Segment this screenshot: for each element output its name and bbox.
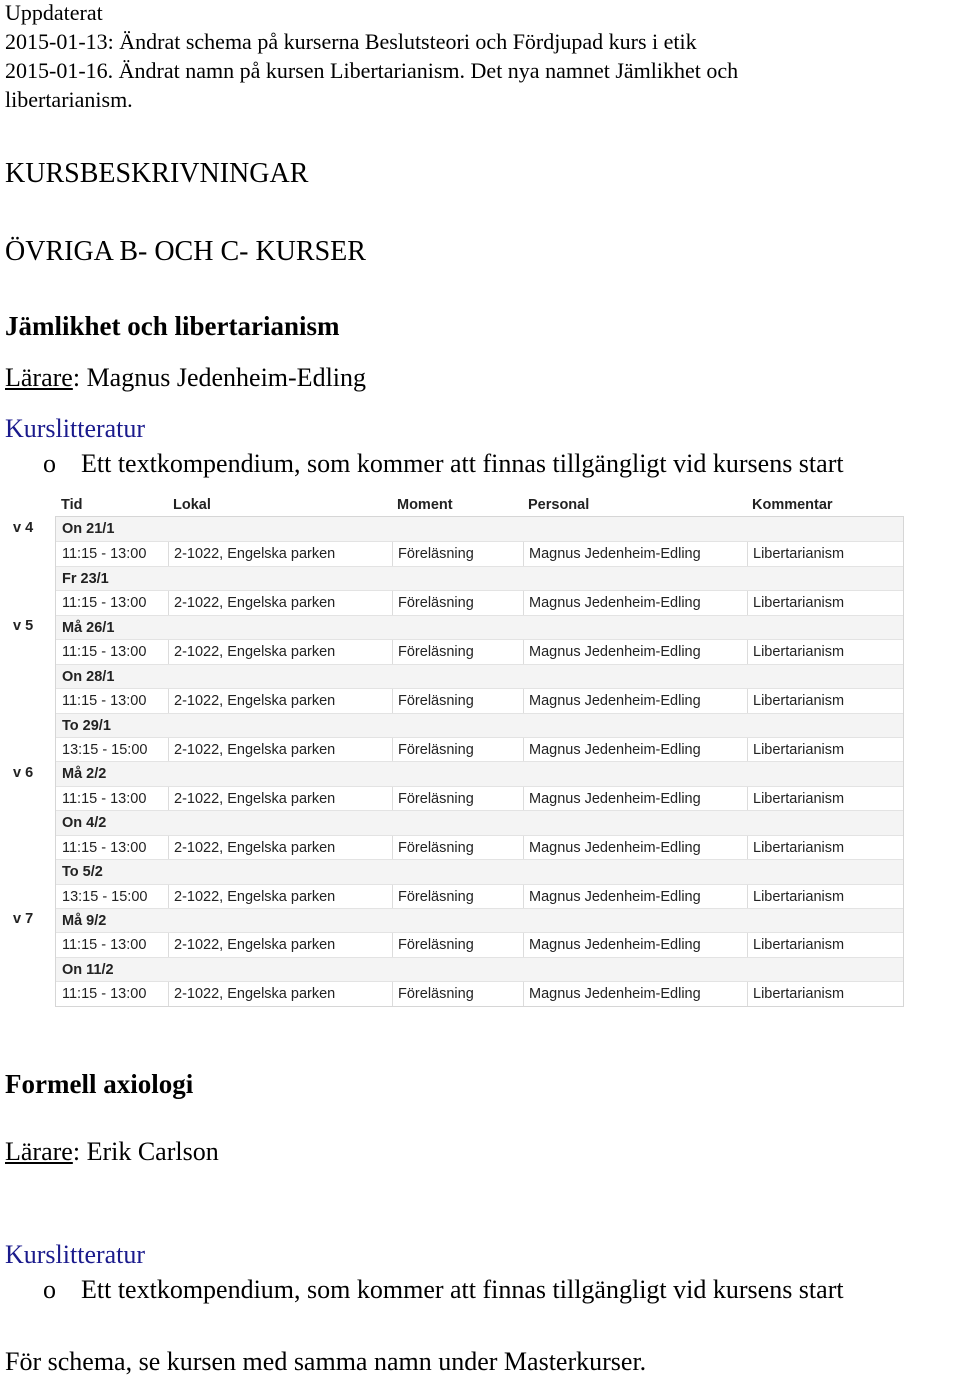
column-divider bbox=[392, 689, 393, 712]
date-cell: Må 26/1 bbox=[62, 619, 115, 636]
personal-cell: Magnus Jedenheim-Edling bbox=[529, 644, 701, 661]
personal-cell: Magnus Jedenheim-Edling bbox=[529, 546, 701, 563]
schedule-event-row bbox=[56, 932, 903, 956]
personal-cell: Magnus Jedenheim-Edling bbox=[529, 595, 701, 612]
column-divider bbox=[523, 836, 524, 859]
schedule-date-row bbox=[56, 761, 903, 785]
column-divider bbox=[747, 836, 748, 859]
kommentar-cell: Libertarianism bbox=[753, 986, 845, 1003]
date-cell: To 29/1 bbox=[62, 717, 111, 734]
teacher-label: Lärare bbox=[5, 1137, 73, 1166]
lokal-cell: 2-1022, Engelska parken bbox=[174, 693, 336, 710]
update-entry-2-cont: libertarianism. bbox=[5, 87, 133, 112]
literature-item-2 bbox=[43, 1274, 844, 1306]
teacher-line-2 bbox=[5, 1136, 219, 1168]
personal-cell: Magnus Jedenheim-Edling bbox=[529, 790, 701, 807]
schedule-date-row bbox=[56, 859, 903, 883]
lokal-cell: 2-1022, Engelska parken bbox=[174, 888, 336, 905]
column-divider bbox=[168, 689, 169, 712]
schedule-date-row bbox=[56, 713, 903, 737]
week-label: v 4 bbox=[13, 520, 34, 536]
schedule-event-row bbox=[56, 835, 903, 859]
column-divider bbox=[392, 836, 393, 859]
date-cell: On 4/2 bbox=[62, 815, 107, 832]
literature-heading-2: Kurslitteratur bbox=[5, 1240, 146, 1269]
literature-heading-1: Kurslitteratur bbox=[5, 414, 146, 443]
date-cell: To 5/2 bbox=[62, 864, 103, 881]
schedule-body bbox=[55, 516, 904, 1007]
schedule-event-row bbox=[56, 541, 903, 565]
teacher-separator: : bbox=[72, 1137, 87, 1166]
column-divider bbox=[747, 542, 748, 565]
column-divider bbox=[392, 885, 393, 908]
moment-cell: Föreläsning bbox=[398, 644, 474, 661]
schedule-event-row bbox=[56, 786, 903, 810]
lokal-cell: 2-1022, Engelska parken bbox=[174, 839, 336, 856]
kommentar-cell: Libertarianism bbox=[753, 644, 845, 661]
kommentar-cell: Libertarianism bbox=[753, 546, 845, 563]
teacher-line-1 bbox=[5, 362, 366, 394]
tid-cell: 13:15 - 15:00 bbox=[62, 741, 148, 758]
column-divider bbox=[168, 787, 169, 810]
schedule-date-row bbox=[56, 957, 903, 981]
kommentar-cell: Libertarianism bbox=[753, 790, 845, 807]
moment-cell: Föreläsning bbox=[398, 595, 474, 612]
lokal-cell: 2-1022, Engelska parken bbox=[174, 546, 336, 563]
col-header-tid: Tid bbox=[61, 497, 83, 513]
column-divider bbox=[168, 885, 169, 908]
week-label: v 7 bbox=[13, 911, 34, 928]
personal-cell: Magnus Jedenheim-Edling bbox=[529, 693, 701, 710]
tid-cell: 11:15 - 13:00 bbox=[62, 595, 147, 612]
personal-cell: Magnus Jedenheim-Edling bbox=[529, 986, 701, 1003]
update-entry-2: 2015-01-16. Ändrat namn på kursen Libertarianism. Det nya namnet Jämlikhet och bbox=[5, 58, 739, 83]
column-divider bbox=[392, 542, 393, 565]
literature-item-1 bbox=[43, 448, 844, 480]
column-divider bbox=[747, 738, 748, 761]
kommentar-cell: Libertarianism bbox=[753, 888, 845, 905]
column-divider bbox=[747, 787, 748, 810]
page-title: KURSBESKRIVNINGAR bbox=[5, 158, 309, 189]
lokal-cell: 2-1022, Engelska parken bbox=[174, 986, 336, 1003]
column-divider bbox=[523, 982, 524, 1005]
schedule-date-row bbox=[56, 566, 903, 590]
personal-cell: Magnus Jedenheim-Edling bbox=[529, 839, 701, 856]
lokal-cell: 2-1022, Engelska parken bbox=[174, 937, 336, 954]
lokal-cell: 2-1022, Engelska parken bbox=[174, 741, 336, 758]
tid-cell: 11:15 - 13:00 bbox=[62, 693, 147, 710]
column-divider bbox=[523, 738, 524, 761]
column-divider bbox=[523, 542, 524, 565]
column-divider bbox=[523, 640, 524, 663]
schedule-date-row bbox=[56, 810, 903, 834]
date-cell: Fr 23/1 bbox=[62, 570, 109, 587]
bullet-marker: o bbox=[43, 1275, 56, 1304]
tid-cell: 11:15 - 13:00 bbox=[62, 546, 147, 563]
moment-cell: Föreläsning bbox=[398, 937, 474, 954]
tid-cell: 11:15 - 13:00 bbox=[62, 986, 147, 1003]
schedule-event-row bbox=[56, 981, 903, 1005]
moment-cell: Föreläsning bbox=[398, 888, 474, 905]
column-divider bbox=[747, 640, 748, 663]
col-header-lokal: Lokal bbox=[173, 497, 211, 513]
literature-text: Ett textkompendium, som kommer att finnas tillgängligt vid kursens start bbox=[81, 449, 844, 478]
column-divider bbox=[523, 689, 524, 712]
kommentar-cell: Libertarianism bbox=[753, 937, 845, 954]
kommentar-cell: Libertarianism bbox=[753, 741, 845, 758]
schedule-date-row bbox=[56, 517, 903, 541]
schedule-header bbox=[0, 492, 910, 518]
column-divider bbox=[168, 836, 169, 859]
column-divider bbox=[392, 738, 393, 761]
col-header-kommentar: Kommentar bbox=[752, 497, 833, 513]
column-divider bbox=[392, 787, 393, 810]
col-header-moment: Moment bbox=[397, 497, 453, 513]
personal-cell: Magnus Jedenheim-Edling bbox=[529, 888, 701, 905]
moment-cell: Föreläsning bbox=[398, 741, 474, 758]
column-divider bbox=[168, 933, 169, 956]
lokal-cell: 2-1022, Engelska parken bbox=[174, 644, 336, 661]
moment-cell: Föreläsning bbox=[398, 839, 474, 856]
schedule-event-row bbox=[56, 737, 903, 761]
col-header-personal: Personal bbox=[528, 497, 590, 513]
kommentar-cell: Libertarianism bbox=[753, 693, 845, 710]
date-cell: On 21/1 bbox=[62, 521, 115, 537]
schedule-date-row bbox=[56, 615, 903, 639]
section-title: ÖVRIGA B- OCH C- KURSER bbox=[5, 236, 366, 267]
schedule-event-row bbox=[56, 884, 903, 908]
lokal-cell: 2-1022, Engelska parken bbox=[174, 790, 336, 807]
tid-cell: 11:15 - 13:00 bbox=[62, 644, 147, 661]
column-divider bbox=[168, 640, 169, 663]
column-divider bbox=[392, 982, 393, 1005]
column-divider bbox=[392, 591, 393, 614]
update-entry-1: 2015-01-13: Ändrat schema på kurserna Beslutsteori och Fördjupad kurs i etik bbox=[5, 29, 697, 54]
column-divider bbox=[392, 640, 393, 663]
schedule-date-row bbox=[56, 664, 903, 688]
moment-cell: Föreläsning bbox=[398, 693, 474, 710]
schedule-event-row bbox=[56, 639, 903, 663]
tid-cell: 11:15 - 13:00 bbox=[62, 790, 147, 807]
moment-cell: Föreläsning bbox=[398, 986, 474, 1003]
course-title-2: Formell axiologi bbox=[5, 1069, 194, 1099]
teacher-label: Lärare bbox=[5, 363, 73, 392]
column-divider bbox=[523, 885, 524, 908]
course-title-1: Jämlikhet och libertarianism bbox=[5, 311, 340, 341]
tid-cell: 11:15 - 13:00 bbox=[62, 937, 147, 954]
date-cell: On 28/1 bbox=[62, 668, 115, 685]
column-divider bbox=[168, 542, 169, 565]
schedule-event-row bbox=[56, 688, 903, 712]
week-label: v 5 bbox=[13, 617, 34, 634]
moment-cell: Föreläsning bbox=[398, 546, 474, 563]
update-label: Uppdaterat bbox=[5, 0, 103, 25]
column-divider bbox=[523, 787, 524, 810]
kommentar-cell: Libertarianism bbox=[753, 595, 845, 612]
column-divider bbox=[747, 982, 748, 1005]
schedule-event-row bbox=[56, 590, 903, 614]
personal-cell: Magnus Jedenheim-Edling bbox=[529, 937, 701, 954]
bullet-marker: o bbox=[43, 449, 56, 478]
teacher-name: Magnus Jedenheim-Edling bbox=[86, 363, 367, 392]
schedule-note: För schema, se kursen med samma namn under Masterkurser. bbox=[5, 1347, 647, 1376]
column-divider bbox=[523, 933, 524, 956]
personal-cell: Magnus Jedenheim-Edling bbox=[529, 741, 701, 758]
column-divider bbox=[747, 933, 748, 956]
lokal-cell: 2-1022, Engelska parken bbox=[174, 595, 336, 612]
moment-cell: Föreläsning bbox=[398, 790, 474, 807]
literature-text: Ett textkompendium, som kommer att finnas tillgängligt vid kursens start bbox=[81, 1275, 844, 1304]
column-divider bbox=[747, 591, 748, 614]
week-label: v 6 bbox=[13, 764, 34, 781]
teacher-separator: : bbox=[72, 363, 87, 392]
tid-cell: 11:15 - 13:00 bbox=[62, 839, 147, 856]
column-divider bbox=[168, 591, 169, 614]
date-cell: On 11/2 bbox=[62, 961, 114, 978]
column-divider bbox=[168, 982, 169, 1005]
schedule-date-row bbox=[56, 908, 903, 932]
kommentar-cell: Libertarianism bbox=[753, 839, 845, 856]
column-divider bbox=[392, 933, 393, 956]
tid-cell: 13:15 - 15:00 bbox=[62, 888, 148, 905]
date-cell: Må 9/2 bbox=[62, 913, 107, 929]
column-divider bbox=[168, 738, 169, 761]
column-divider bbox=[747, 885, 748, 908]
column-divider bbox=[523, 591, 524, 614]
teacher-name: Erik Carlson bbox=[86, 1137, 219, 1166]
date-cell: Må 2/2 bbox=[62, 766, 107, 783]
column-divider bbox=[747, 689, 748, 712]
